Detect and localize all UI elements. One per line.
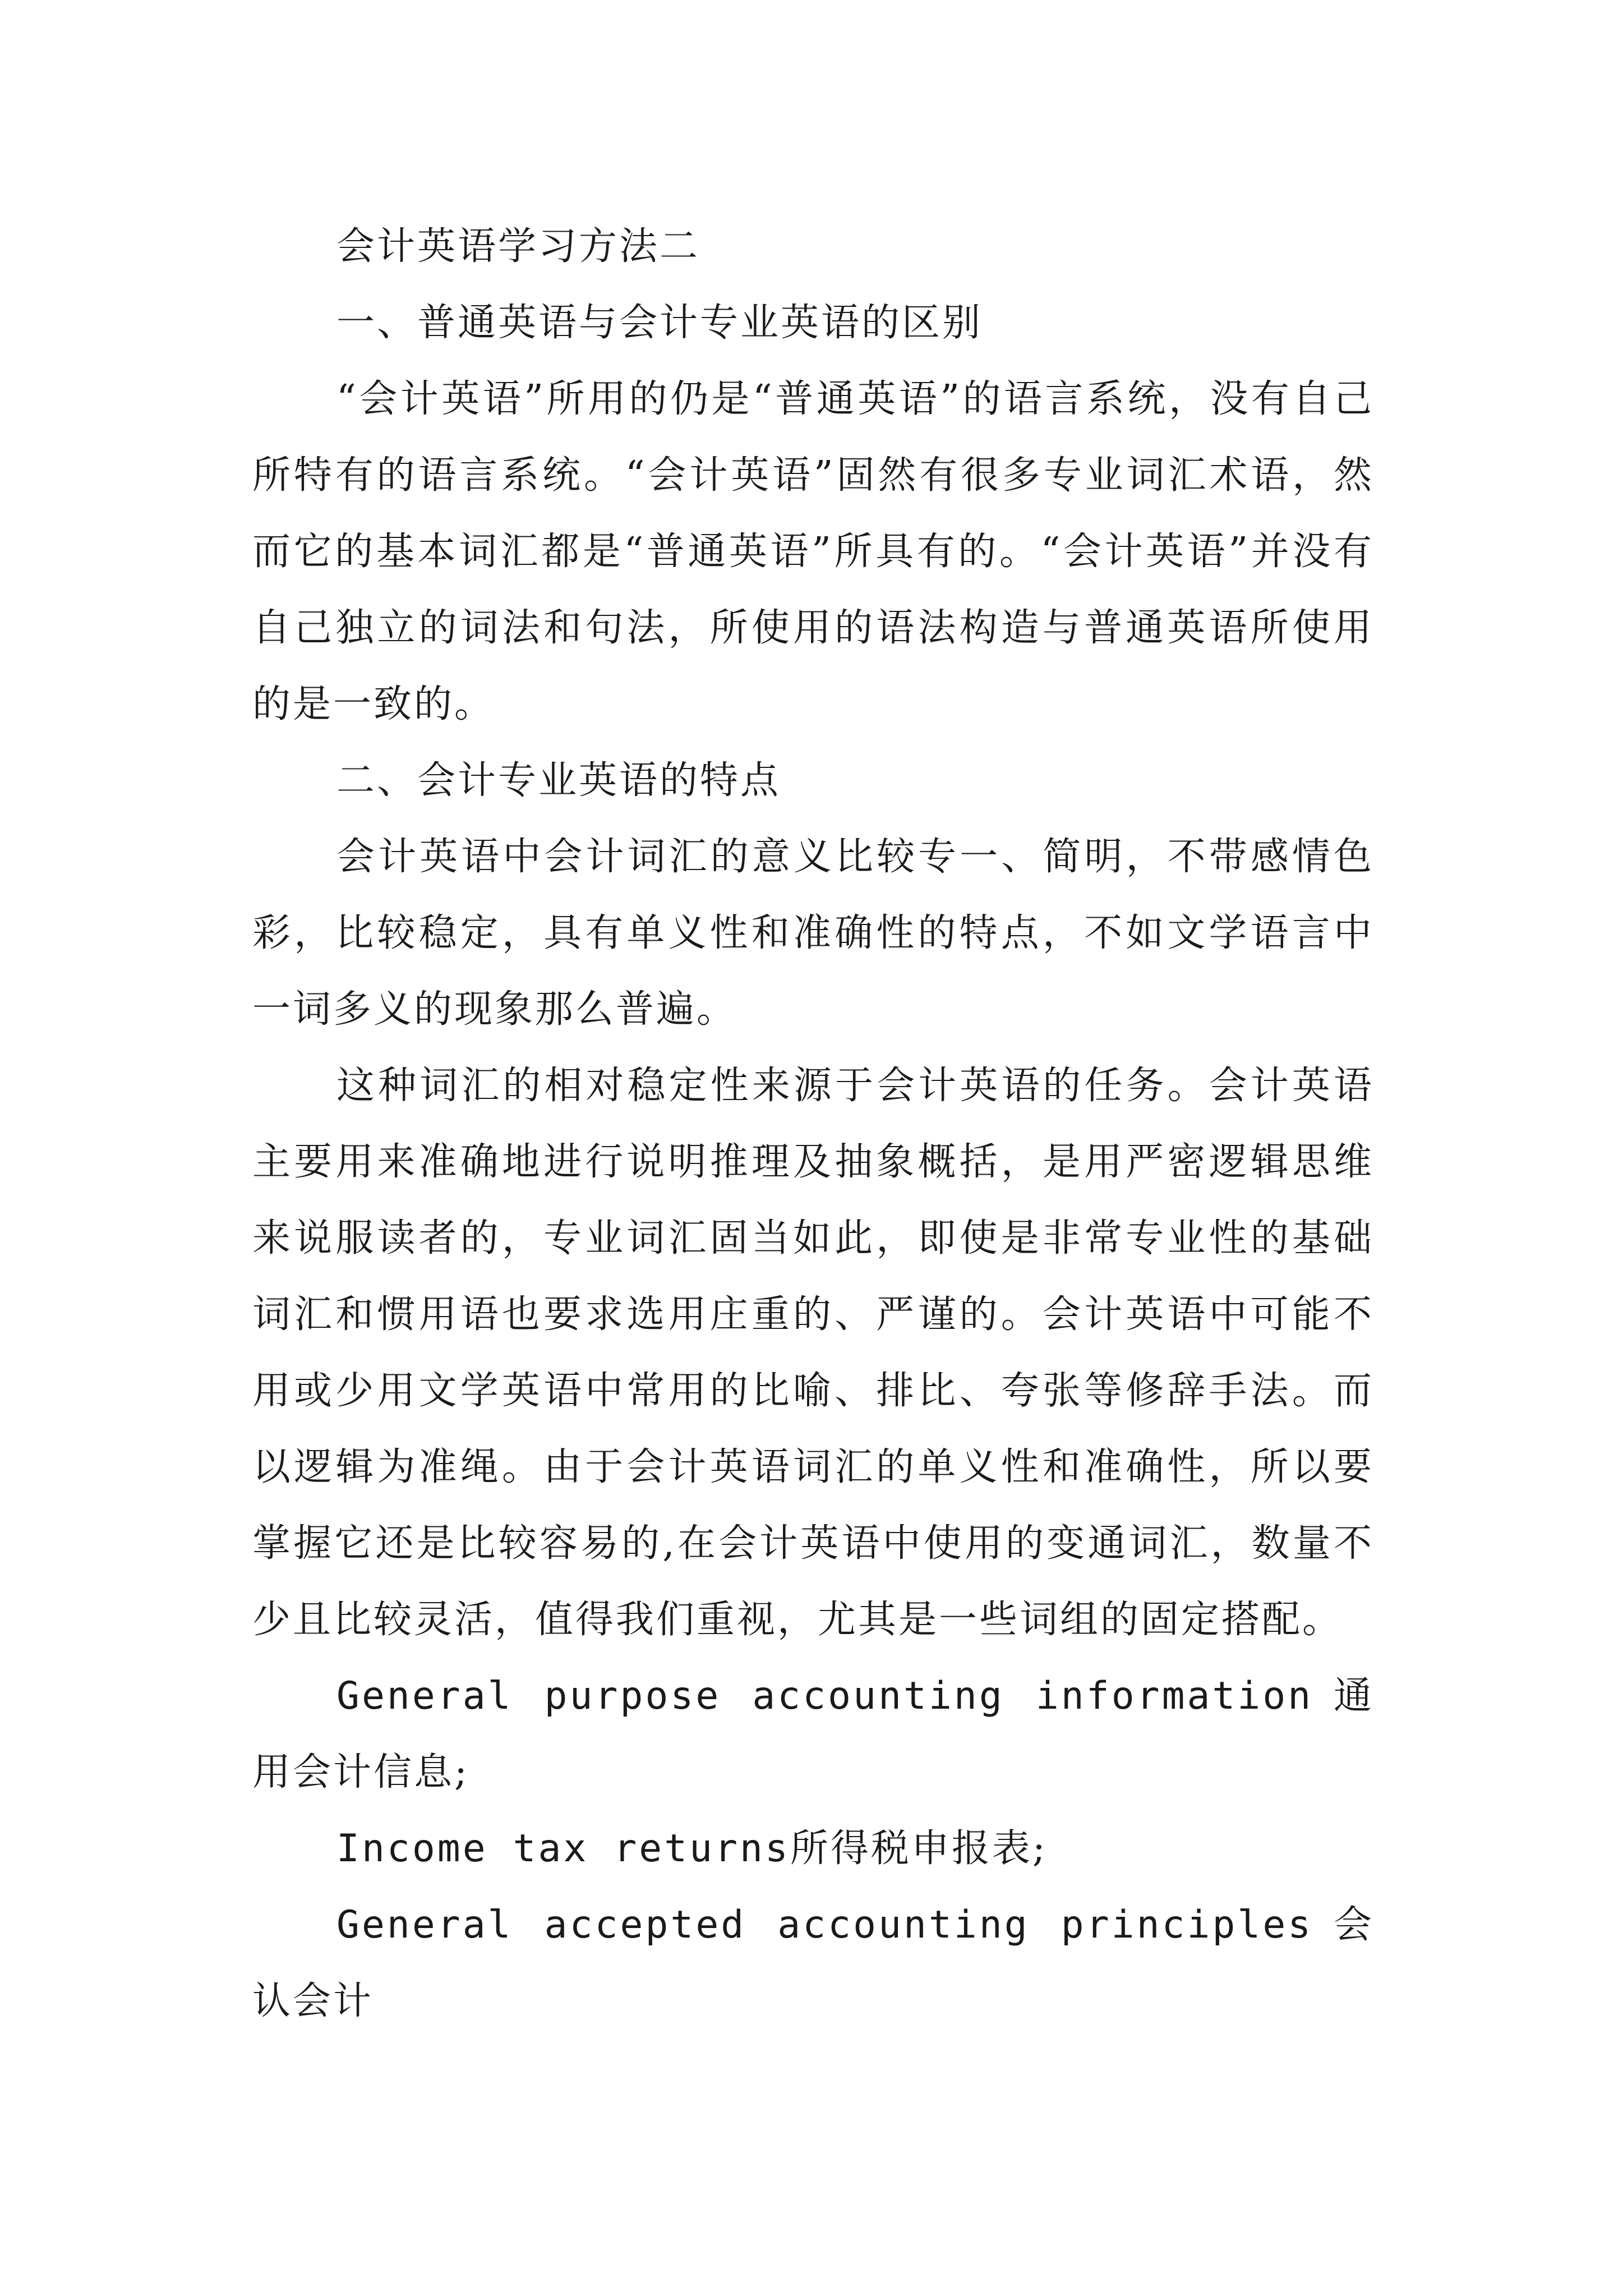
term-2-chinese: 所得税申报表; [790,1826,1048,1871]
term-2-english: Income tax returns [336,1826,790,1871]
section-2-paragraph-2: 这种词汇的相对稳定性来源于会计英语的任务。会计英语主要用来准确地进行说明推理及抽象概括，是用严密逻辑思维来说服读者的，专业词汇固当如此，即使是非常专业性的基础词汇和惯用语也要求选用庄重的、严谨的。会计英语中可能不用或少用文学英语中常用的比喻、排比、夸张等修辞手法。而以逻辑为准绳。由于会计英语词汇的单义性和准确性，所以要掌握它还是比较容易的,在会计英语中使用的变通词汇，数量不少且比较灵活，值得我们重视，尤其是一些词组的固定搭配。 [252,1064,1374,1642]
term-1-chinese: 通用会计信息; [252,1674,1374,1795]
section-1-paragraph: “会计英语”所用的仍是“普通英语”的语言系统，没有自己所特有的语言系统。“会计英语”固然有很多专业词汇术语，然而它的基本词汇都是“普通英语”所具有的。“会计英语”并没有自己独立的词法和句法，所使用的语法构造与普通英语所使用的是一致的。 [252,377,1374,726]
section-2-heading: 二、会计专业英语的特点 [336,758,781,803]
term-1-english: General purpose accounting information [336,1674,1313,1718]
term-item-2 [252,1811,1374,1887]
term-3-chinese: 会认会计 [252,1903,1374,2023]
section-2-paragraph-1: 会计英语中会计词汇的意义比较专一、简明，不带感情色彩，比较稳定，具有单义性和准确性的特点，不如文学语言中一词多义的现象那么普遍。 [252,835,1374,1032]
term-item-3 [252,1887,1374,2040]
term-3-english: General accepted accounting principles [336,1903,1313,1947]
term-item-1 [252,1658,1374,1811]
section-1-heading: 一、普通英语与会计专业英语的区别 [336,301,983,345]
document-body [252,209,1374,2040]
document-title: 会计英语学习方法二 [336,224,700,269]
